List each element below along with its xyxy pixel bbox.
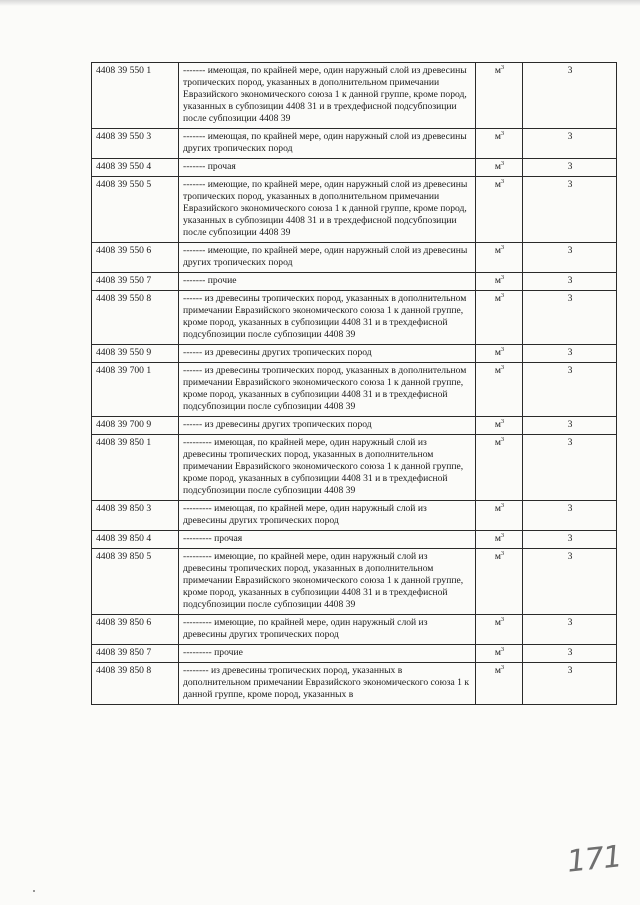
commodity-code: 4408 39 850 4 xyxy=(92,531,179,549)
unit-label: м xyxy=(494,503,501,514)
unit-of-measure xyxy=(476,615,523,645)
unit-exponent: 3 xyxy=(500,64,505,71)
unit-exponent: 3 xyxy=(500,130,505,137)
unit-exponent: 3 xyxy=(500,274,505,281)
commodity-code: 4408 39 850 6 xyxy=(92,615,179,645)
unit-of-measure xyxy=(476,501,523,531)
table-row xyxy=(92,417,617,435)
duty-rate: 3 xyxy=(523,645,617,663)
unit-label: м xyxy=(494,161,501,172)
commodity-description: ------ из древесины других тропических пород xyxy=(179,345,476,363)
unit-of-measure xyxy=(476,129,523,159)
unit-label: м xyxy=(494,419,501,430)
table-row xyxy=(92,273,617,291)
commodity-code: 4408 39 550 3 xyxy=(92,129,179,159)
table-row xyxy=(92,549,617,615)
unit-label: м xyxy=(494,347,501,358)
scan-speck xyxy=(33,890,35,892)
unit-label: м xyxy=(494,533,501,544)
commodity-description: ------ из древесины тропических пород, указанных в дополнительном примечании Евразийского экономического союза 1 к данной группе, кроме пород, указанных в субпозиции 4408 31 и в трехдефисной подсубпозиции после субпозиции 4408 39 xyxy=(179,363,476,417)
handwritten-page-number: 171 xyxy=(565,839,623,880)
table-row xyxy=(92,291,617,345)
duty-rate: 3 xyxy=(523,159,617,177)
unit-exponent: 3 xyxy=(500,178,505,185)
duty-rate: 3 xyxy=(523,63,617,129)
table-row xyxy=(92,363,617,417)
duty-rate: 3 xyxy=(523,663,617,705)
unit-exponent: 3 xyxy=(500,244,505,251)
duty-rate: 3 xyxy=(523,273,617,291)
commodity-code: 4408 39 550 5 xyxy=(92,177,179,243)
duty-rate: 3 xyxy=(523,549,617,615)
table-row xyxy=(92,243,617,273)
table-row xyxy=(92,345,617,363)
table-row xyxy=(92,159,617,177)
commodity-code: 4408 39 850 7 xyxy=(92,645,179,663)
commodity-code: 4408 39 550 6 xyxy=(92,243,179,273)
unit-exponent: 3 xyxy=(500,664,505,671)
table-row xyxy=(92,177,617,243)
table-row xyxy=(92,501,617,531)
commodity-description: ------- имеющая, по крайней мере, один наружный слой из древесины других тропических пород xyxy=(179,129,476,159)
commodity-description: --------- имеющие, по крайней мере, один наружный слой из древесины других тропических пород xyxy=(179,615,476,645)
commodity-description: --------- прочие xyxy=(179,645,476,663)
unit-of-measure xyxy=(476,159,523,177)
duty-rate: 3 xyxy=(523,501,617,531)
commodity-code: 4408 39 550 4 xyxy=(92,159,179,177)
unit-of-measure xyxy=(476,273,523,291)
commodity-description: ------- имеющие, по крайней мере, один наружный слой из древесины других тропических пород xyxy=(179,243,476,273)
unit-exponent: 3 xyxy=(500,160,505,167)
commodity-description: --------- имеющие, по крайней мере, один наружный слой из древесины тропических пород, указанных в дополнительном примечании Евразийского экономического союза 1 к данной группе, кроме пород, указанных в субпозиции 4408 31 и в трехдефисной подсубпозиции после субпозиции 4408 39 xyxy=(179,549,476,615)
unit-exponent: 3 xyxy=(500,550,505,557)
commodity-description: ------- прочая xyxy=(179,159,476,177)
table-row xyxy=(92,63,617,129)
duty-rate: 3 xyxy=(523,291,617,345)
table-row xyxy=(92,531,617,549)
unit-of-measure xyxy=(476,417,523,435)
unit-exponent: 3 xyxy=(500,436,505,443)
commodity-description: ------- имеющие, по крайней мере, один наружный слой из древесины тропических пород, указанных в дополнительном примечании Евразийского экономического союза 1 к данной группе, кроме пород, указанных в субпозиции 4408 31 и в трехдефисной подсубпозиции после субпозиции 4408 39 xyxy=(179,177,476,243)
tariff-table-body xyxy=(92,63,617,705)
commodity-code: 4408 39 850 3 xyxy=(92,501,179,531)
unit-of-measure xyxy=(476,177,523,243)
commodity-code: 4408 39 850 8 xyxy=(92,663,179,705)
unit-exponent: 3 xyxy=(500,532,505,539)
unit-exponent: 3 xyxy=(500,364,505,371)
commodity-code: 4408 39 850 1 xyxy=(92,435,179,501)
commodity-description: --------- имеющая, по крайней мере, один наружный слой из древесины тропических пород, указанных в дополнительном примечании Евразийского экономического союза 1 к данной группе, кроме пород, указанных в субпозиции 4408 31 и в трехдефисной подсубпозиции после субпозиции 4408 39 xyxy=(179,435,476,501)
unit-label: м xyxy=(494,245,501,256)
unit-exponent: 3 xyxy=(500,646,505,653)
unit-label: м xyxy=(494,365,501,376)
table-row xyxy=(92,645,617,663)
table-row xyxy=(92,663,617,705)
unit-label: м xyxy=(494,617,501,628)
unit-exponent: 3 xyxy=(500,346,505,353)
commodity-description: -------- из древесины тропических пород, указанных в дополнительном примечании Евразийского экономического союза 1 к данной группе, кроме пород, указанных в xyxy=(179,663,476,705)
unit-of-measure xyxy=(476,345,523,363)
commodity-description: --------- имеющая, по крайней мере, один наружный слой из древесины других тропических пород xyxy=(179,501,476,531)
duty-rate: 3 xyxy=(523,129,617,159)
duty-rate: 3 xyxy=(523,363,617,417)
duty-rate: 3 xyxy=(523,615,617,645)
duty-rate: 3 xyxy=(523,417,617,435)
unit-label: м xyxy=(494,551,501,562)
commodity-description: ------ из древесины других тропических пород xyxy=(179,417,476,435)
commodity-code: 4408 39 550 8 xyxy=(92,291,179,345)
unit-label: м xyxy=(494,65,501,76)
duty-rate: 3 xyxy=(523,435,617,501)
unit-exponent: 3 xyxy=(500,616,505,623)
commodity-description: ------ из древесины тропических пород, указанных в дополнительном примечании Евразийского экономического союза 1 к данной группе, кроме пород, указанных в субпозиции 4408 31 и в трехдефисной подсубпозиции после субпозиции 4408 39 xyxy=(179,291,476,345)
table-row xyxy=(92,615,617,645)
unit-of-measure xyxy=(476,435,523,501)
commodity-code: 4408 39 550 7 xyxy=(92,273,179,291)
commodity-description: --------- прочая xyxy=(179,531,476,549)
unit-exponent: 3 xyxy=(500,292,505,299)
unit-label: м xyxy=(494,179,501,190)
unit-of-measure xyxy=(476,243,523,273)
unit-label: м xyxy=(494,131,501,142)
tariff-table xyxy=(91,62,617,705)
unit-label: м xyxy=(494,293,501,304)
unit-exponent: 3 xyxy=(500,502,505,509)
table-row xyxy=(92,129,617,159)
scan-edge-shadow xyxy=(0,0,640,6)
commodity-code: 4408 39 700 9 xyxy=(92,417,179,435)
unit-of-measure xyxy=(476,363,523,417)
duty-rate: 3 xyxy=(523,243,617,273)
commodity-description: ------- имеющая, по крайней мере, один наружный слой из древесины тропических пород, указанных в дополнительном примечании Евразийского экономического союза 1 к данной группе, кроме пород, указанных в субпозиции 4408 31 и в трехдефисной подсубпозиции после субпозиции 4408 39 xyxy=(179,63,476,129)
duty-rate: 3 xyxy=(523,531,617,549)
commodity-description: ------- прочие xyxy=(179,273,476,291)
unit-label: м xyxy=(494,437,501,448)
unit-of-measure xyxy=(476,63,523,129)
unit-label: м xyxy=(494,647,501,658)
commodity-code: 4408 39 550 9 xyxy=(92,345,179,363)
unit-of-measure xyxy=(476,645,523,663)
commodity-code: 4408 39 700 1 xyxy=(92,363,179,417)
unit-of-measure xyxy=(476,291,523,345)
unit-of-measure xyxy=(476,549,523,615)
unit-exponent: 3 xyxy=(500,418,505,425)
unit-label: м xyxy=(494,665,501,676)
unit-of-measure xyxy=(476,531,523,549)
unit-label: м xyxy=(494,275,501,286)
commodity-code: 4408 39 850 5 xyxy=(92,549,179,615)
unit-of-measure xyxy=(476,663,523,705)
commodity-code: 4408 39 550 1 xyxy=(92,63,179,129)
duty-rate: 3 xyxy=(523,345,617,363)
table-row xyxy=(92,435,617,501)
duty-rate: 3 xyxy=(523,177,617,243)
